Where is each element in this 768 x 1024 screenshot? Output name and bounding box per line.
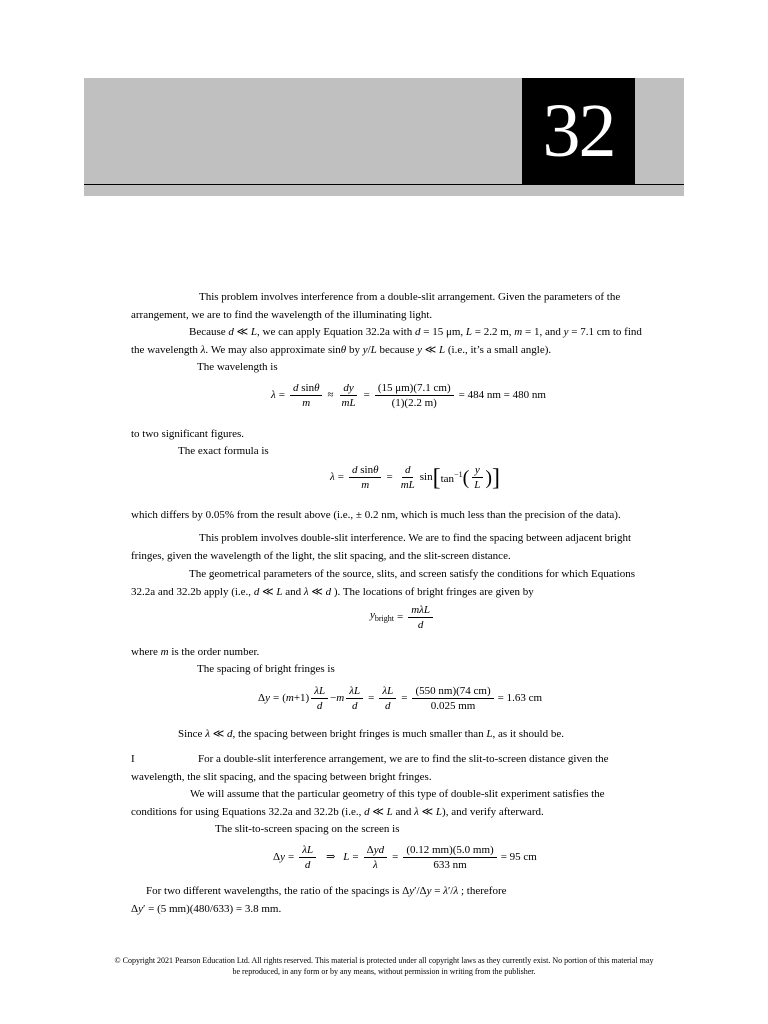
chapter-header-rule: [84, 184, 684, 185]
problem1-differs: which differs by 0.05% from the result above (i.e., ± 0.2 nm, which is much less than the precision of the data).: [131, 509, 621, 521]
problem2-spacing-is: The spacing of bright fringes is: [197, 663, 335, 675]
problem1-sigfig: to two significant figures.: [131, 428, 245, 440]
footer-line-1: © Copyright 2021 Pearson Education Ltd. All rights reserved. This material is protected under all copyright laws as they currently exist. No portion of this material may: [114, 956, 654, 965]
equation-wavelength: λ = $\frac{\text{d sinθ}}{m}$ ≈ $\frac{dy}{mL}$ = $\frac{(15 \mu m)(7.1 cm)}{(1)(2.2 m)}$ = 484 nm = 480 nm: [271, 382, 546, 409]
problem2-since: Since λ ≪ d, the spacing between bright fringes is much smaller than L, as it should be.: [178, 728, 564, 740]
problem2-where: where m is the order number.: [131, 646, 260, 658]
equation-bright-fringe: $y_{bright}$ = $\frac{\text{mλL}}{d}$: [370, 603, 435, 632]
equation-exact: λ = $\frac{\text{d sinθ}}{m}$ = $\frac{d}{mL}$ sin [ $\tan^{-1}$ ( $\frac{y}{L}$ ) ]: [330, 464, 501, 491]
problem3-assume: We will assume that the particular geometry of this type of double-slit experiment satisfies the conditions for using Equations 32.2a and 32.2b (i.e., d ≪ L and λ ≪ L), and verify afterward.: [131, 788, 605, 818]
problem1-exact-is: The exact formula is: [178, 445, 269, 457]
problem2-geometry: The geometrical parameters of the source, slits, and screen satisfy the conditions for which Equations 32.2a and 32.2b apply (i.e., d ≪ L and λ ≪ d ). The locations of bright fringes are given by: [131, 568, 635, 598]
equation-fringe-spacing: Δy = (m+1) $\frac{\lambda L}{d}$ −m $\frac{\lambda L}{d}$ = $\frac{\lambda L}{d}$ = $\frac{(550 nm)(74 cm)}{0.025 mm}$ = 1.63 cm: [258, 685, 543, 712]
copyright-footer: [84, 955, 684, 977]
problem1-wavelength-is: The wavelength is: [197, 361, 278, 373]
problem3-final: Δy′ = (5 mm)(480/633) = 3.8 mm.: [131, 903, 282, 915]
problem2-intro: This problem involves double-slit interference. We are to find the spacing between adjacent bright fringes, given the wavelength of the light, the slit spacing, and the slit-screen distance.: [131, 532, 632, 562]
footer-line-2: be reproduced, in any form or by any means, without permission in writing from the publisher.: [232, 967, 536, 976]
problem3-slit-is: The slit-to-screen spacing on the screen is: [215, 823, 400, 835]
problem3-ratio: For two different wavelengths, the ratio of the spacings is Δy′/Δy = λ′/λ ; therefore: [146, 885, 507, 897]
problem1-solve: Because d ≪ L, we can apply Equation 32.2a with d = 15 μm, L = 2.2 m, m = 1, and y = 7.1 cm to find the wavelength λ. We may also approximate sinθ by y/L because y ≪ L (i.e., it’s a small angle).: [131, 326, 642, 356]
equation-slit-screen: Δy = $\frac{\lambda L}{d}$ ⇒ L = $\frac{\text{Δyd}}{\lambda}$ = $\frac{(0.12 mm)(5.0 mm)}{633 nm}$ = 95 cm: [273, 844, 537, 871]
chapter-number: 32: [522, 78, 635, 184]
problem3-marker: I: [131, 753, 135, 765]
problem1-intro: This problem involves interference from a double-slit arrangement. Given the parameters of the arrangement, we are to find the wavelength of the illuminating light.: [131, 291, 621, 321]
problem3-intro: For a double-slit interference arrangement, we are to find the slit-to-screen distance given the wavelength, the slit spacing, and the spacing between bright fringes.: [131, 753, 609, 783]
